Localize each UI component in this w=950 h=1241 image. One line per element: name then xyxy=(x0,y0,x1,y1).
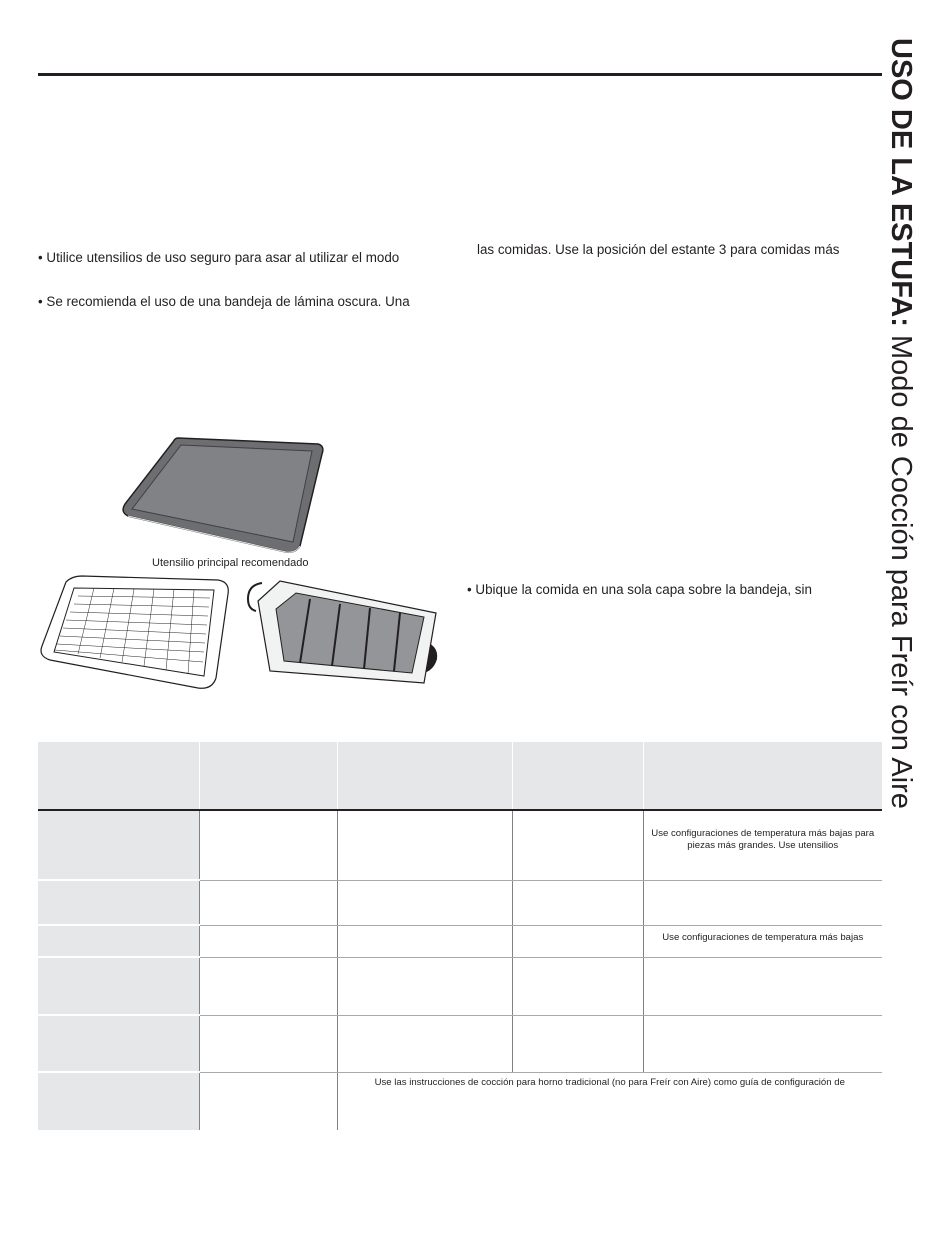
row-note xyxy=(644,958,883,975)
header-cell xyxy=(643,742,882,810)
header-rule xyxy=(38,73,882,76)
table-cell xyxy=(337,957,512,1015)
table-cell xyxy=(199,1015,337,1072)
row-note xyxy=(644,1016,883,1033)
cooking-guide-table xyxy=(38,742,882,1130)
row-note: Use configuraciones de temperatura más bajas xyxy=(662,931,864,943)
table-row xyxy=(38,1015,882,1072)
side-title-light: Modo de Cocción para Freír con Aire xyxy=(885,335,917,809)
row-note xyxy=(644,881,883,898)
header-cell xyxy=(337,742,512,810)
table-cell xyxy=(512,880,643,925)
food-cell xyxy=(38,880,199,925)
table-cell xyxy=(337,925,512,957)
table-cell xyxy=(199,880,337,925)
bullet-1: • Utilice utensilios de uso seguro para asar al utilizar el modo xyxy=(38,250,400,265)
table-cell xyxy=(199,1072,337,1130)
notes-cell xyxy=(643,957,882,1015)
table-row xyxy=(38,925,882,957)
table-cell xyxy=(337,880,512,925)
food-cell xyxy=(38,925,199,957)
notes-cell-wide xyxy=(337,1072,882,1130)
header-cell xyxy=(199,742,337,810)
table-cell xyxy=(512,1015,643,1072)
side-title xyxy=(886,38,915,809)
table-cell xyxy=(199,957,337,1015)
table-cell xyxy=(512,957,643,1015)
table-cell xyxy=(199,925,337,957)
header-cell xyxy=(512,742,643,810)
table-cell xyxy=(337,1015,512,1072)
table-cell xyxy=(199,810,337,880)
row-note: Use configuraciones de temperatura más bajas para piezas más grandes. Use utensilios xyxy=(651,828,875,851)
bullet-3: • Ubique la comida en una sola capa sobre la bandeja, sin xyxy=(467,582,812,597)
notes-cell xyxy=(643,810,882,880)
food-cell xyxy=(38,810,199,880)
notes-cell xyxy=(643,925,882,957)
notes-cell xyxy=(643,1015,882,1072)
food-cell xyxy=(38,1015,199,1072)
food-cell xyxy=(38,1072,199,1130)
table-header-row xyxy=(38,742,882,810)
table-row xyxy=(38,810,882,880)
side-title-bold: USO DE LA ESTUFA: xyxy=(885,38,917,327)
bullet-2: • Se recomienda el uso de una bandeja de lámina oscura. Una xyxy=(38,294,410,309)
table-cell xyxy=(512,810,643,880)
air-fry-basket-image xyxy=(240,575,446,695)
header-cell xyxy=(38,742,199,810)
table-cell xyxy=(337,810,512,880)
table-row xyxy=(38,1072,882,1130)
table-cell xyxy=(512,925,643,957)
right-text-line: las comidas. Use la posición del estante 3 para comidas más xyxy=(477,242,840,257)
figure-caption: Utensilio principal recomendado xyxy=(152,557,309,569)
table-row xyxy=(38,880,882,925)
broiler-pan-rack-image xyxy=(38,574,234,692)
notes-cell xyxy=(643,880,882,925)
food-cell xyxy=(38,957,199,1015)
row-note: Use las instrucciones de cocción para horno tradicional (no para Freír con Aire) como guía de configuración de xyxy=(374,1076,845,1088)
table-row xyxy=(38,957,882,1015)
dark-sheet-pan-image xyxy=(118,434,328,556)
